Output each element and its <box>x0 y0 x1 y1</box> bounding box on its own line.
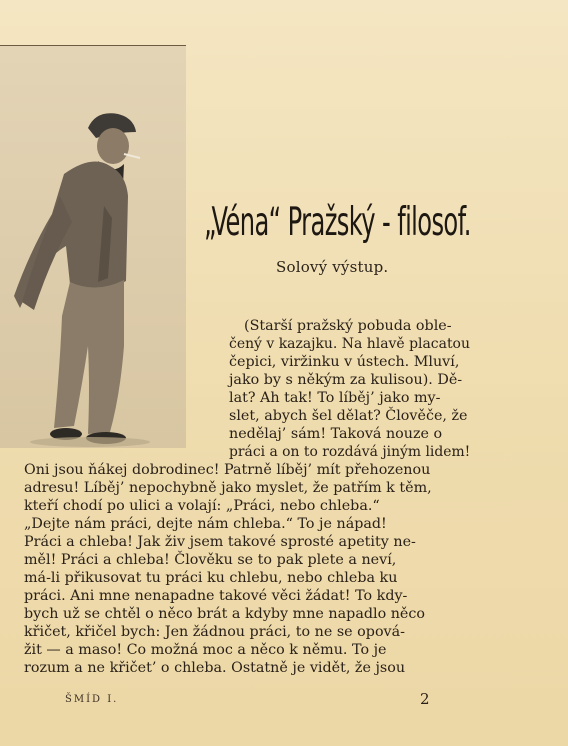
text-line: jako by s někým za kulisou). Dě- <box>229 372 463 388</box>
text-line: čený v kazajku. Na hlavě placatou <box>229 336 470 352</box>
printer-signature: ŠMÍD I. <box>65 694 119 705</box>
text-line: slet, abych šel dělat? Člověče, že <box>229 408 468 424</box>
text-line: kteří chodí po ulici a volají: „Práci, nebo chleba.“ <box>24 498 380 514</box>
text-line: křičet, křičel bych: Jen žádnou práci, to ne se opová- <box>24 624 405 640</box>
text-line: Práci a chleba! Jak živ jsem takové sprosté apetity ne- <box>24 534 416 550</box>
text-line: rozum a ne křičet’ o chleba. Ostatně je vidět, že jsou <box>24 660 406 676</box>
text-line: měl! Práci a chleba! Člověku se to pak plete a neví, <box>24 552 397 568</box>
text-line: (Starší pražský pobuda oble- <box>244 318 452 334</box>
photograph-man-in-cap <box>0 46 186 448</box>
photograph-frame <box>0 45 186 447</box>
text-line: Oni jsou ňákej dobrodinec! Patrně líběj’ mít přehozenou <box>24 462 431 478</box>
text-line: má-li přikusovat tu práci ku chlebu, nebo chleba ku <box>24 570 398 586</box>
text-line: práci a on to rozdává jiným lidem! <box>229 444 471 460</box>
text-line: lat? Ah tak! To líběj’ jako my- <box>229 390 441 406</box>
page-title: „Véna“ Pražský - filosof. <box>204 200 471 245</box>
text-line: „Dejte nám práci, dejte nám chleba.“ To je nápad! <box>24 516 387 532</box>
text-line: práci. Ani mne nenapadne takové věci žádat! To kdy- <box>24 588 408 604</box>
text-line: nedělaj’ sám! Taková nouze o <box>229 426 443 442</box>
subtitle: Solový výstup. <box>276 258 389 276</box>
text-line: čepici, viržinku v ústech. Mluví, <box>229 354 460 370</box>
text-line: adresu! Líběj’ nepochybně jako myslet, že patřím k těm, <box>24 480 432 496</box>
text-line: bych už se chtěl o něco brát a kdyby mne napadlo něco <box>24 606 426 622</box>
page-number: 2 <box>420 690 430 708</box>
text-line: žit — a maso! Co možná moc a něco k němu. To je <box>24 642 387 658</box>
